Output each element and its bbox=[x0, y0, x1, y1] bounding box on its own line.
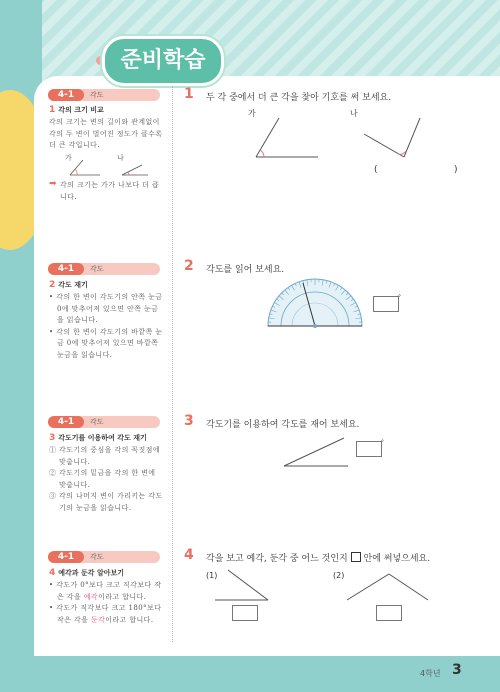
measure-angle-drawing bbox=[284, 438, 348, 466]
answer-paren-close[interactable]: ) bbox=[454, 165, 458, 175]
bullet-item: • 각의 한 변이 각도기의 안쪽 눈금 0에 맞추어져 있으면 안쪽 눈금을 읽습니다. bbox=[49, 293, 163, 324]
arrow-icon: ➡ bbox=[49, 179, 57, 189]
category-label: 각도 bbox=[90, 553, 104, 561]
bullet-text: 각도가 0°보다 크고 직각보다 작은 각을 bbox=[56, 581, 162, 601]
question-text: 두 각 중에서 더 큰 각을 찾아 기호를 써 보세요. bbox=[206, 93, 392, 103]
bullet-text: 각의 한 변이 각도기의 안쪽 눈금 0에 맞추어져 있으면 안쪽 눈금을 읽습니다. bbox=[56, 293, 163, 324]
category-label: 각도 bbox=[90, 91, 104, 99]
category-label: 각도 bbox=[90, 418, 104, 426]
bullet-text: 각도가 직각보다 크고 180°보다 작은 각을 bbox=[56, 604, 162, 624]
category-number: 4-1 bbox=[48, 551, 84, 563]
bullet-item: • 각도가 0°보다 크고 직각보다 작은 각을 예각이라고 합니다. bbox=[49, 581, 162, 601]
section-number: 2 bbox=[49, 280, 56, 290]
bullet-item: • 각의 한 변이 각도기의 바깥쪽 눈금 0에 맞추어져 있으면 바깥쪽 눈금을 읽습니다. bbox=[49, 327, 163, 359]
section-title-text: 각도 재기 bbox=[58, 281, 88, 289]
sidebar-angle-ga bbox=[70, 160, 100, 175]
protractor-icon bbox=[268, 279, 362, 328]
answer-paren-open[interactable]: ( bbox=[374, 165, 378, 175]
sidebar-angle-na bbox=[122, 165, 148, 175]
section-number: 3 bbox=[49, 433, 56, 443]
step-item: ② 각도기의 밑금을 각의 한 변에 맞춥니다. bbox=[49, 469, 156, 489]
question-text-part: 안에 써넣으세요. bbox=[363, 554, 431, 564]
step-item: ③ 각의 나머지 변이 가리키는 각도기의 눈금을 읽습니다. bbox=[49, 492, 163, 512]
angle-na-drawing bbox=[364, 118, 420, 157]
question-text: 각도를 읽어 보세요. bbox=[206, 265, 285, 275]
question-number: 2 bbox=[184, 258, 194, 274]
section-body: 각의 크기는 변의 길이와 관계없이 각의 두 변이 벌어진 정도가 클수록 더 큰 각입니다. bbox=[49, 118, 163, 149]
sub-question-label: (2) bbox=[333, 571, 345, 580]
diagram-label-na: 나 bbox=[117, 154, 125, 162]
highlight-term: 예각 bbox=[83, 592, 99, 601]
section-number: 4 bbox=[49, 568, 56, 578]
bullet-text: 각의 한 변이 각도기의 바깥쪽 눈금 0에 맞추어져 있으면 바깥쪽 눈금을 읽습니다. bbox=[56, 327, 163, 359]
section-title-text: 예각과 둔각 알아보기 bbox=[58, 569, 124, 577]
question-number: 1 bbox=[184, 86, 194, 102]
page-title: 준비학습 bbox=[120, 48, 206, 73]
section-title-text: 각도기를 이용하여 각도 재기 bbox=[58, 434, 147, 442]
acute-obtuse-angle-2 bbox=[347, 574, 428, 600]
category-label: 각도 bbox=[90, 265, 104, 273]
sub-question-label: (1) bbox=[206, 571, 218, 580]
category-number: 4-1 bbox=[48, 263, 84, 275]
highlight-term: 둔각 bbox=[90, 615, 106, 624]
bullet-item: • 각도가 직각보다 크고 180°보다 작은 각을 둔각이라고 합니다. bbox=[49, 604, 162, 624]
page-number: 3 bbox=[452, 662, 462, 678]
step-item: ① 각도기의 중심을 각의 꼭짓점에 맞춥니다. bbox=[49, 446, 161, 466]
section-number: 1 bbox=[49, 105, 56, 115]
angle-label-a: 가 bbox=[248, 109, 256, 118]
question-number: 3 bbox=[184, 413, 194, 429]
category-number: 4-1 bbox=[48, 89, 84, 101]
acute-obtuse-angle-1 bbox=[215, 570, 268, 600]
degree-symbol: ° bbox=[398, 294, 401, 301]
category-number: 4-1 bbox=[48, 416, 84, 428]
angle-ga-drawing bbox=[256, 118, 318, 157]
angle-label-b: 나 bbox=[350, 109, 358, 118]
footer-grade-label: 4학년 bbox=[420, 669, 441, 678]
section-title-text: 각의 크기 비교 bbox=[58, 106, 104, 114]
bullet-text: 이라고 합니다. bbox=[98, 592, 147, 601]
bullet-text: 이라고 합니다. bbox=[105, 615, 154, 624]
degree-symbol: ° bbox=[381, 439, 384, 446]
diagram-label-ga: 가 bbox=[65, 154, 73, 162]
question-text-part: 각을 보고 예각, 둔각 중 어느 것인지 bbox=[206, 554, 348, 564]
question-text: 각도기를 이용하여 각도를 재어 보세요. bbox=[206, 420, 360, 430]
conclusion-text: 각의 크기는 가가 나보다 더 큽니다. bbox=[60, 181, 160, 201]
question-number: 4 bbox=[184, 547, 194, 563]
